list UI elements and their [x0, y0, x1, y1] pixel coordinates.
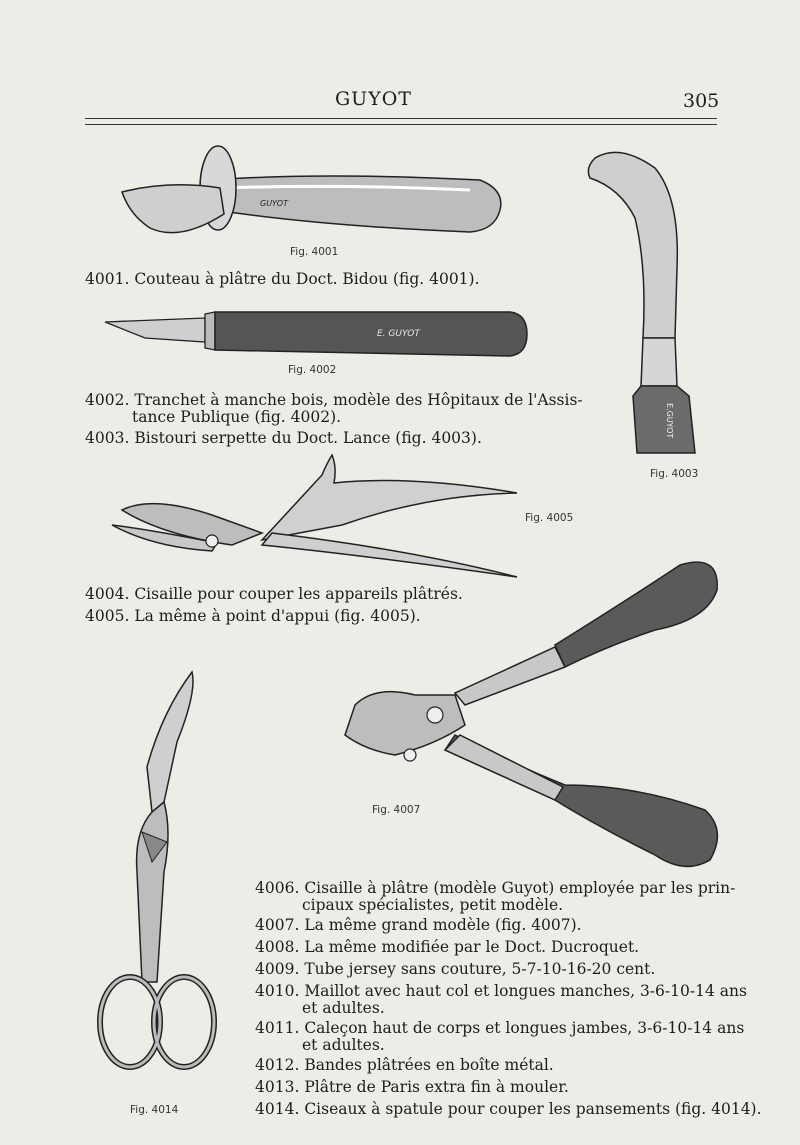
entry-number: 4006. [255, 879, 300, 897]
entry-number: 4002. [85, 391, 130, 409]
entry-text: La même modifiée par le Doct. Ducroquet. [304, 938, 640, 956]
entry-text: Tube jersey sans couture, 5-7-10-16-20 cent. [304, 960, 656, 978]
page-number: 305 [683, 90, 720, 112]
header-rule-secondary [85, 124, 717, 125]
fig-4001-caption: Fig. 4001 [290, 246, 339, 258]
entry-text: Ciseaux à spatule pour couper les pansements (fig. 4014). [304, 1100, 762, 1118]
header-rule [85, 118, 717, 119]
fig-4003-serpette-illustration [585, 148, 695, 468]
entry-number: 4011. [255, 1019, 300, 1037]
fig-4002-caption: Fig. 4002 [288, 364, 337, 376]
entry-text: Plâtre de Paris extra fin à mouler. [304, 1078, 569, 1096]
entry-number: 4003. [85, 429, 130, 447]
entry-number: 4005. [85, 607, 130, 625]
entry-text-continued: tance Publique (fig. 4002). [132, 408, 342, 426]
fig-4002-engraving: E. GUYOT [377, 329, 420, 339]
entry-4007 [255, 917, 582, 934]
entry-4002 [85, 392, 583, 426]
entry-number: 4001. [85, 270, 130, 288]
entry-number: 4004. [85, 585, 130, 603]
entry-number: 4012. [255, 1056, 300, 1074]
entry-4006 [255, 880, 735, 914]
entry-number: 4014. [255, 1100, 300, 1118]
entry-4012 [255, 1057, 554, 1074]
entry-4008 [255, 939, 639, 956]
entry-text: Couteau à plâtre du Doct. Bidou (fig. 4001). [134, 270, 480, 288]
entry-text: Caleçon haut de corps et longues jambes, 3-6-10-14 ans [304, 1019, 745, 1037]
fig-4001-engraving: GUYOT [260, 199, 288, 208]
entry-text: Maillot avec haut col et longues manches, 3-6-10-14 ans [304, 982, 747, 1000]
entry-4003 [85, 430, 482, 447]
entry-number: 4008. [255, 938, 300, 956]
entry-4001 [85, 271, 480, 288]
fig-4003-caption: Fig. 4003 [650, 468, 699, 480]
fig-4005-caption: Fig. 4005 [525, 512, 574, 524]
fig-4001-plaster-knife-illustration [120, 130, 510, 240]
entry-text-continued: et adultes. [302, 1036, 385, 1054]
entry-4011 [255, 1020, 744, 1054]
entry-text: Cisaille pour couper les appareils plâtrés. [134, 585, 463, 603]
entry-text: La même grand modèle (fig. 4007). [304, 916, 582, 934]
fig-4014-bandage-scissors-illustration [92, 672, 222, 1097]
entry-number: 4009. [255, 960, 300, 978]
running-header-title: GUYOT [335, 88, 412, 110]
entry-4013 [255, 1079, 569, 1096]
entry-text-continued: et adultes. [302, 999, 385, 1017]
entry-number: 4010. [255, 982, 300, 1000]
fig-4002-tranchet-illustration [105, 308, 530, 360]
fig-4007-caption: Fig. 4007 [372, 804, 421, 816]
entry-text: Cisaille à plâtre (modèle Guyot) employée par les prin- [304, 879, 736, 897]
entry-number: 4013. [255, 1078, 300, 1096]
entry-text: La même à point d'appui (fig. 4005). [134, 607, 421, 625]
fig-4007-large-plaster-shears-illustration [335, 555, 725, 875]
entry-4010 [255, 983, 747, 1017]
entry-text-continued: cipaux spécialistes, petit modèle. [302, 896, 564, 914]
entry-text: Bistouri serpette du Doct. Lance (fig. 4003). [134, 429, 482, 447]
entry-4009 [255, 961, 655, 978]
fig-4014-caption: Fig. 4014 [130, 1104, 179, 1116]
entry-text: Tranchet à manche bois, modèle des Hôpitaux de l'Assis- [134, 391, 583, 409]
entry-4014 [255, 1101, 762, 1118]
fig-4003-engraving: E.GUYOT [665, 403, 674, 439]
entry-text: Bandes plâtrées en boîte métal. [304, 1056, 554, 1074]
entry-number: 4007. [255, 916, 300, 934]
